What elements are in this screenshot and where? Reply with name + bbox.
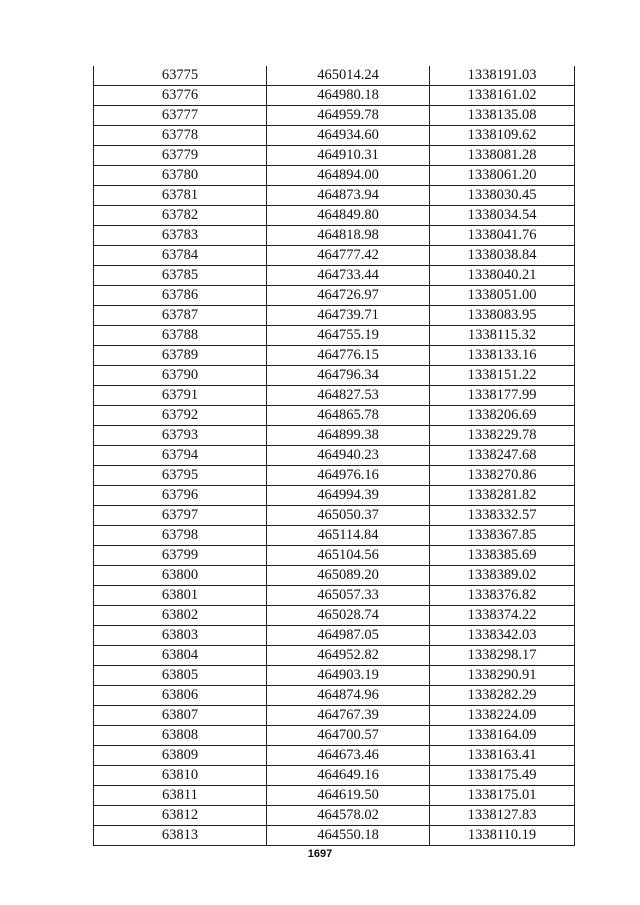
x-coordinate-cell: 464619.50 (267, 786, 430, 806)
table-row (94, 426, 575, 446)
point-id-cell: 63783 (94, 226, 267, 246)
x-coordinate-cell: 464755.19 (267, 326, 430, 346)
y-coordinate-cell: 1338282.29 (430, 686, 575, 706)
point-id-cell: 63803 (94, 626, 267, 646)
y-coordinate-cell: 1338061.20 (430, 166, 575, 186)
x-coordinate-cell: 464726.97 (267, 286, 430, 306)
y-coordinate-cell: 1338332.57 (430, 506, 575, 526)
y-coordinate-cell: 1338163.41 (430, 746, 575, 766)
x-coordinate-cell: 464894.00 (267, 166, 430, 186)
table-row (94, 326, 575, 346)
point-id-cell: 63799 (94, 546, 267, 566)
point-id-cell: 63788 (94, 326, 267, 346)
y-coordinate-cell: 1338127.83 (430, 806, 575, 826)
x-coordinate-cell: 464899.38 (267, 426, 430, 446)
point-id-cell: 63808 (94, 726, 267, 746)
x-coordinate-cell: 464976.16 (267, 466, 430, 486)
table-row (94, 706, 575, 726)
y-coordinate-cell: 1338290.91 (430, 666, 575, 686)
point-id-cell: 63785 (94, 266, 267, 286)
point-id-cell: 63776 (94, 86, 267, 106)
x-coordinate-cell: 465114.84 (267, 526, 430, 546)
y-coordinate-cell: 1338229.78 (430, 426, 575, 446)
point-id-cell: 63810 (94, 766, 267, 786)
y-coordinate-cell: 1338110.19 (430, 826, 575, 846)
y-coordinate-cell: 1338298.17 (430, 646, 575, 666)
x-coordinate-cell: 464649.16 (267, 766, 430, 786)
point-id-cell: 63812 (94, 806, 267, 826)
table-row (94, 446, 575, 466)
point-id-cell: 63781 (94, 186, 267, 206)
x-coordinate-cell: 464550.18 (267, 826, 430, 846)
y-coordinate-cell: 1338281.82 (430, 486, 575, 506)
table-row (94, 406, 575, 426)
table-row (94, 186, 575, 206)
point-id-cell: 63809 (94, 746, 267, 766)
point-id-cell: 63777 (94, 106, 267, 126)
x-coordinate-cell: 465050.37 (267, 506, 430, 526)
point-id-cell: 63813 (94, 826, 267, 846)
x-coordinate-cell: 465057.33 (267, 586, 430, 606)
x-coordinate-cell: 464818.98 (267, 226, 430, 246)
table-row (94, 686, 575, 706)
table-row (94, 226, 575, 246)
x-coordinate-cell: 464767.39 (267, 706, 430, 726)
y-coordinate-cell: 1338191.03 (430, 66, 575, 86)
point-id-cell: 63804 (94, 646, 267, 666)
y-coordinate-cell: 1338177.99 (430, 386, 575, 406)
x-coordinate-cell: 465014.24 (267, 66, 430, 86)
y-coordinate-cell: 1338030.45 (430, 186, 575, 206)
y-coordinate-cell: 1338224.09 (430, 706, 575, 726)
table-row (94, 646, 575, 666)
table-row (94, 106, 575, 126)
x-coordinate-cell: 464994.39 (267, 486, 430, 506)
point-id-cell: 63795 (94, 466, 267, 486)
y-coordinate-cell: 1338389.02 (430, 566, 575, 586)
point-id-cell: 63793 (94, 426, 267, 446)
table-row (94, 166, 575, 186)
x-coordinate-cell: 465104.56 (267, 546, 430, 566)
point-id-cell: 63778 (94, 126, 267, 146)
table-row (94, 786, 575, 806)
table-row (94, 246, 575, 266)
y-coordinate-cell: 1338115.32 (430, 326, 575, 346)
y-coordinate-cell: 1338038.84 (430, 246, 575, 266)
point-id-cell: 63786 (94, 286, 267, 306)
table-row (94, 566, 575, 586)
y-coordinate-cell: 1338051.00 (430, 286, 575, 306)
x-coordinate-cell: 464903.19 (267, 666, 430, 686)
x-coordinate-cell: 465028.74 (267, 606, 430, 626)
y-coordinate-cell: 1338270.86 (430, 466, 575, 486)
x-coordinate-cell: 464578.02 (267, 806, 430, 826)
table-row (94, 606, 575, 626)
x-coordinate-cell: 464873.94 (267, 186, 430, 206)
y-coordinate-cell: 1338040.21 (430, 266, 575, 286)
table-row (94, 146, 575, 166)
point-id-cell: 63790 (94, 366, 267, 386)
y-coordinate-cell: 1338376.82 (430, 586, 575, 606)
x-coordinate-cell: 464940.23 (267, 446, 430, 466)
table-row (94, 746, 575, 766)
point-id-cell: 63802 (94, 606, 267, 626)
y-coordinate-cell: 1338041.76 (430, 226, 575, 246)
y-coordinate-cell: 1338367.85 (430, 526, 575, 546)
point-id-cell: 63806 (94, 686, 267, 706)
y-coordinate-cell: 1338135.08 (430, 106, 575, 126)
y-coordinate-cell: 1338206.69 (430, 406, 575, 426)
point-id-cell: 63784 (94, 246, 267, 266)
x-coordinate-cell: 464739.71 (267, 306, 430, 326)
y-coordinate-cell: 1338247.68 (430, 446, 575, 466)
x-coordinate-cell: 464733.44 (267, 266, 430, 286)
y-coordinate-cell: 1338175.01 (430, 786, 575, 806)
y-coordinate-cell: 1338161.02 (430, 86, 575, 106)
table-row (94, 666, 575, 686)
table-row (94, 826, 575, 846)
y-coordinate-cell: 1338175.49 (430, 766, 575, 786)
y-coordinate-cell: 1338109.62 (430, 126, 575, 146)
x-coordinate-cell: 464959.78 (267, 106, 430, 126)
y-coordinate-cell: 1338034.54 (430, 206, 575, 226)
table-row (94, 306, 575, 326)
point-id-cell: 63794 (94, 446, 267, 466)
point-id-cell: 63792 (94, 406, 267, 426)
point-id-cell: 63775 (94, 66, 267, 86)
table-row (94, 126, 575, 146)
point-id-cell: 63801 (94, 586, 267, 606)
x-coordinate-cell: 464796.34 (267, 366, 430, 386)
table-row (94, 466, 575, 486)
y-coordinate-cell: 1338081.28 (430, 146, 575, 166)
y-coordinate-cell: 1338342.03 (430, 626, 575, 646)
x-coordinate-cell: 465089.20 (267, 566, 430, 586)
table-row (94, 766, 575, 786)
table-row (94, 206, 575, 226)
table-row (94, 726, 575, 746)
point-id-cell: 63807 (94, 706, 267, 726)
x-coordinate-cell: 464865.78 (267, 406, 430, 426)
x-coordinate-cell: 464776.15 (267, 346, 430, 366)
table-row (94, 526, 575, 546)
x-coordinate-cell: 464987.05 (267, 626, 430, 646)
point-id-cell: 63796 (94, 486, 267, 506)
point-id-cell: 63779 (94, 146, 267, 166)
x-coordinate-cell: 464910.31 (267, 146, 430, 166)
table-row (94, 266, 575, 286)
x-coordinate-cell: 464700.57 (267, 726, 430, 746)
point-id-cell: 63787 (94, 306, 267, 326)
point-id-cell: 63789 (94, 346, 267, 366)
y-coordinate-cell: 1338083.95 (430, 306, 575, 326)
y-coordinate-cell: 1338164.09 (430, 726, 575, 746)
table-row (94, 806, 575, 826)
point-id-cell: 63797 (94, 506, 267, 526)
coordinate-table (93, 66, 575, 846)
table-row (94, 586, 575, 606)
table-row (94, 546, 575, 566)
x-coordinate-cell: 464849.80 (267, 206, 430, 226)
x-coordinate-cell: 464934.60 (267, 126, 430, 146)
x-coordinate-cell: 464952.82 (267, 646, 430, 666)
y-coordinate-cell: 1338151.22 (430, 366, 575, 386)
y-coordinate-cell: 1338374.22 (430, 606, 575, 626)
x-coordinate-cell: 464673.46 (267, 746, 430, 766)
x-coordinate-cell: 464827.53 (267, 386, 430, 406)
coordinate-table-body (94, 66, 575, 846)
y-coordinate-cell: 1338133.16 (430, 346, 575, 366)
x-coordinate-cell: 464874.96 (267, 686, 430, 706)
table-row (94, 626, 575, 646)
table-row (94, 86, 575, 106)
x-coordinate-cell: 464980.18 (267, 86, 430, 106)
x-coordinate-cell: 464777.42 (267, 246, 430, 266)
point-id-cell: 63811 (94, 786, 267, 806)
table-row (94, 366, 575, 386)
point-id-cell: 63780 (94, 166, 267, 186)
point-id-cell: 63791 (94, 386, 267, 406)
table-row (94, 346, 575, 366)
point-id-cell: 63805 (94, 666, 267, 686)
point-id-cell: 63800 (94, 566, 267, 586)
y-coordinate-cell: 1338385.69 (430, 546, 575, 566)
table-row (94, 386, 575, 406)
table-row (94, 66, 575, 86)
point-id-cell: 63782 (94, 206, 267, 226)
point-id-cell: 63798 (94, 526, 267, 546)
page-number: 1697 (307, 848, 333, 860)
table-row (94, 286, 575, 306)
table-row (94, 486, 575, 506)
table-row (94, 506, 575, 526)
